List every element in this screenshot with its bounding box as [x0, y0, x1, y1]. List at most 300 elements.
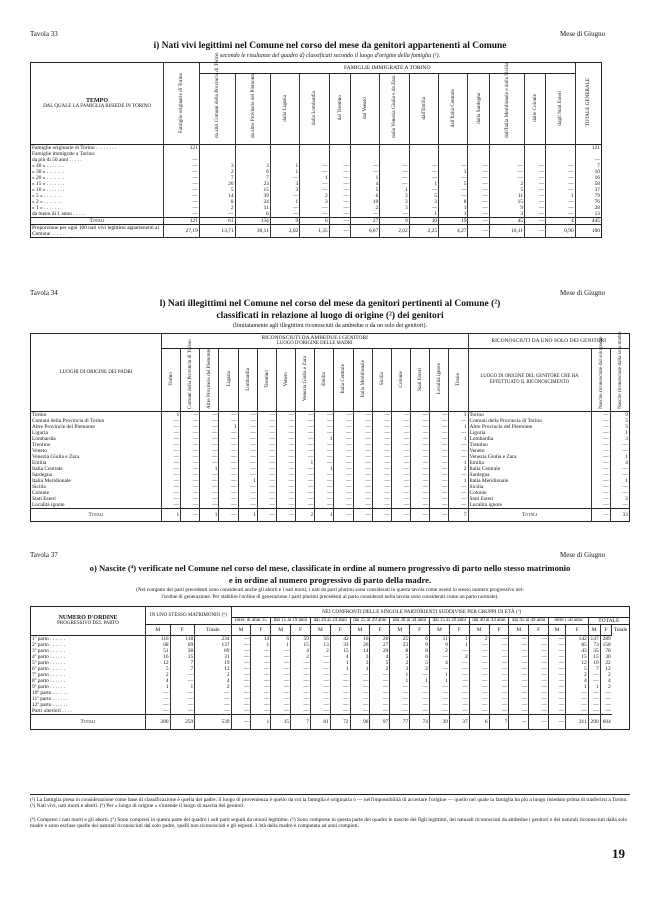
cell: 6: [235, 169, 270, 175]
cell: —: [449, 418, 468, 424]
cell: —: [546, 169, 575, 175]
cell: 3: [300, 199, 329, 205]
cell: —: [353, 466, 372, 472]
cell: 1: [350, 175, 379, 181]
cell: —: [257, 502, 276, 509]
cell: —: [330, 672, 350, 678]
cell: 2: [195, 672, 231, 678]
col-head: Torino: [168, 372, 175, 386]
cell: —: [231, 690, 251, 696]
sub-header: M: [231, 625, 251, 636]
cell: —: [372, 460, 391, 466]
cell: —: [430, 696, 450, 702]
cell: —: [372, 430, 391, 436]
cell: —: [238, 472, 257, 478]
cell: —: [489, 702, 509, 708]
cell: 118: [170, 636, 195, 643]
cell: —: [329, 175, 350, 181]
cell: —: [162, 460, 181, 466]
footnote-2: (⁴) Compresi i nati morti e gli aborti. (⁵) Sono compresi in questa parte del quadro i soli parti seguiti da unioni legittime. (⁶) Sono comprese in questa parte del quadro le nascite dei figli legittimi, dei naturali riconosciuti da ambedue i genitori e dei naturali riconosciuti dalla sola madre e sono escluse quelle dei naturali riconosciuti dal solo padre, quelli non riconosciuti e gli esposti. L'età della madre è computata ad anni compiuti.: [30, 817, 627, 830]
cell: —: [489, 163, 524, 169]
cell: —: [489, 684, 509, 690]
cell: 2: [296, 509, 315, 522]
cell: 7: [588, 666, 600, 672]
cell: —: [296, 424, 315, 430]
cell: —: [509, 648, 529, 654]
cell: —: [334, 412, 353, 419]
cell: —: [238, 496, 257, 502]
tavola-37-title-1: o) Nascite (⁴) verificate nel Comune nel corso del mese, classificate in ordine al numero progressivo di parto nello stesso matrimonio: [89, 563, 571, 573]
cell: —: [200, 430, 219, 436]
cell: —: [591, 424, 610, 430]
cell: —: [430, 424, 449, 430]
col-head: Italia Meridionale: [359, 360, 366, 398]
cell: —: [549, 696, 566, 702]
cell: —: [430, 654, 450, 660]
cell: 1: [439, 211, 468, 218]
cell: —: [162, 484, 181, 490]
cell: —: [525, 218, 546, 225]
cell: —: [489, 690, 509, 696]
cell: —: [525, 225, 546, 238]
cell: —: [391, 496, 410, 502]
cell: —: [430, 430, 449, 436]
cell: —: [334, 424, 353, 430]
cell: —: [430, 684, 450, 690]
cell: —: [329, 205, 350, 211]
col-head: dal Veneto: [362, 97, 369, 119]
row-label: 10º parto . . . . . .: [32, 690, 68, 696]
table-row: [31, 715, 630, 730]
cell: —: [411, 448, 430, 454]
cell: —: [315, 496, 334, 502]
cell: —: [164, 205, 200, 211]
col-head: dagli Stati Esteri: [557, 90, 564, 126]
cell: 2: [195, 684, 231, 690]
cell: 1: [449, 636, 469, 643]
cell: —: [575, 157, 601, 163]
tavola-37-month: Mese di Giugno: [560, 551, 606, 559]
row-label: 11º parto . . . . . .: [32, 696, 68, 702]
cell: 12: [566, 660, 589, 666]
cell: —: [276, 442, 295, 448]
cell: —: [162, 502, 181, 509]
tavola-33-title: i) Nati vivi legittimi nel Comune nel corso del mese da genitori appartenenti al Comune: [153, 41, 507, 51]
cell: —: [276, 424, 295, 430]
cell: —: [219, 478, 238, 484]
row-label: Venezia Giulia e Zara: [468, 454, 591, 460]
cell: 1: [409, 211, 438, 218]
cell: —: [468, 218, 489, 225]
cell: 1: [430, 678, 450, 684]
cell: —: [219, 418, 238, 424]
cell: —: [380, 181, 409, 187]
cell: —: [409, 175, 438, 181]
cell: —: [200, 472, 219, 478]
cell: —: [181, 509, 200, 522]
cell: 5: [370, 660, 390, 666]
cell: —: [391, 472, 410, 478]
cell: 19: [195, 660, 231, 666]
cell: —: [372, 502, 391, 509]
cell: 1: [439, 169, 468, 175]
cell: —: [181, 472, 200, 478]
cell: —: [549, 702, 566, 708]
cell: —: [334, 448, 353, 454]
cell: 56: [310, 636, 330, 643]
cell: —: [146, 708, 171, 715]
cell: —: [238, 430, 257, 436]
cell: —: [300, 205, 329, 211]
cell: 1: [271, 642, 291, 648]
cell: —: [291, 660, 311, 666]
cell: 7: [170, 666, 195, 672]
cell: —: [200, 496, 219, 502]
cell: —: [238, 436, 257, 442]
cell: —: [566, 696, 589, 702]
cell: 3: [270, 181, 299, 187]
cell: 1: [315, 436, 334, 442]
cell: —: [334, 454, 353, 460]
row-label: Famiglie originarie di Torino . . . . . . . .: [31, 145, 164, 152]
cell: 3: [380, 193, 409, 199]
cell: 121: [164, 145, 200, 152]
cell: —: [257, 442, 276, 448]
cell: —: [181, 448, 200, 454]
cell: —: [219, 436, 238, 442]
cell: 121: [164, 218, 200, 225]
cell: —: [257, 454, 276, 460]
cell: —: [411, 509, 430, 522]
cell: —: [391, 430, 410, 436]
cell: —: [219, 502, 238, 509]
cell: —: [591, 436, 610, 442]
cell: —: [195, 696, 231, 702]
cell: —: [146, 690, 171, 696]
cell: 1: [588, 684, 600, 690]
cell: 3: [350, 654, 370, 660]
cell: —: [146, 702, 171, 708]
row-label: 4º parto . . . . . .: [32, 654, 65, 660]
cell: —: [591, 430, 610, 436]
cell: 2: [310, 648, 330, 654]
cell: 1: [380, 187, 409, 193]
cell: 6: [271, 636, 291, 643]
cell: —: [315, 418, 334, 424]
cell: —: [330, 708, 350, 715]
cell: 5: [409, 193, 438, 199]
row-label: da meno di 1 anno . . . . .: [32, 211, 86, 217]
cell: —: [276, 490, 295, 496]
row-label: Proporzione per ogni 100 nati vivi legittimi appartenenti al Comune . . . . . .: [31, 225, 164, 238]
cell: —: [296, 478, 315, 484]
cell: —: [291, 696, 311, 702]
cell: —: [195, 690, 231, 696]
row-label: Italia Meridionale: [468, 478, 591, 484]
col-head: Liguria: [225, 371, 232, 387]
cell: —: [372, 466, 391, 472]
cell: 3: [610, 496, 629, 502]
col-head: Emilia: [321, 372, 328, 386]
cell: —: [271, 666, 291, 672]
cell: —: [370, 696, 390, 702]
col-head: da altri Comuni della Provincia di Torino: [214, 52, 221, 138]
header-matrimonio: IN UNO STESSO MATRIMONIO (⁵): [146, 607, 232, 625]
cell: —: [238, 448, 257, 454]
cell: —: [181, 490, 200, 496]
cell: —: [449, 678, 469, 684]
sub-header: F: [170, 625, 195, 636]
cell: —: [271, 702, 291, 708]
cell: —: [181, 478, 200, 484]
cell: —: [489, 672, 509, 678]
cell: —: [549, 648, 566, 654]
cell: —: [162, 496, 181, 502]
cell: —: [162, 466, 181, 472]
cell: —: [219, 509, 238, 522]
row-label: Località ignote: [468, 502, 591, 509]
cell: —: [200, 424, 219, 430]
cell: —: [489, 660, 509, 666]
cell: 7: [199, 175, 235, 181]
cell: 4: [600, 678, 612, 684]
cell: —: [257, 484, 276, 490]
cell: —: [164, 211, 200, 218]
cell: 1: [162, 412, 181, 419]
cell: —: [549, 708, 566, 715]
cell: —: [449, 690, 469, 696]
cell: —: [449, 448, 468, 454]
cell: —: [591, 418, 610, 424]
cell: —: [469, 660, 489, 666]
cell: 37: [575, 187, 601, 193]
cell: —: [296, 436, 315, 442]
cell: —: [315, 430, 334, 436]
cell: 35: [588, 648, 600, 654]
cell: —: [219, 484, 238, 490]
cell: —: [257, 448, 276, 454]
cell: 1: [449, 436, 468, 442]
cell: 10: [588, 660, 600, 666]
cell: —: [315, 472, 334, 478]
row-label: Comuni della Provincia di Torino: [468, 418, 591, 424]
cell: 16: [350, 636, 370, 643]
cell: —: [181, 502, 200, 509]
cell: —: [353, 460, 372, 466]
cell: 74: [410, 715, 430, 730]
cell: —: [430, 666, 450, 672]
cell: 97: [370, 715, 390, 730]
cell: —: [310, 690, 330, 696]
cell: 445: [575, 218, 601, 225]
cell: —: [372, 478, 391, 484]
cell: —: [181, 436, 200, 442]
cell: 1: [610, 454, 629, 460]
cell: —: [350, 211, 379, 218]
cell: 280: [146, 715, 171, 730]
cell: —: [200, 490, 219, 496]
age-group-header: oltre i 50 anni: [549, 618, 589, 625]
cell: —: [181, 454, 200, 460]
row-label: Altre Provincie del Piemonte: [468, 424, 591, 430]
cell: 30: [600, 654, 612, 660]
cell: —: [489, 678, 509, 684]
sub-header: F: [489, 625, 509, 636]
cell: 1: [270, 169, 299, 175]
row-label: Lombardia: [468, 436, 591, 442]
table-row: [31, 218, 602, 225]
cell: —: [219, 442, 238, 448]
cell: 68: [146, 642, 171, 648]
cell: —: [334, 496, 353, 502]
cell: —: [251, 678, 271, 684]
row-label: Italia Meridionale: [32, 478, 71, 484]
cell: —: [353, 472, 372, 478]
cell: —: [509, 702, 529, 708]
cell: —: [489, 708, 509, 715]
cell: —: [529, 666, 549, 672]
cell: 15: [588, 654, 600, 660]
cell: —: [170, 678, 195, 684]
cell: 42: [330, 636, 350, 643]
cell: —: [310, 702, 330, 708]
cell: —: [334, 436, 353, 442]
tavola-34-title-1: l) Nati illegittimi nel Comune nel corso del mese da genitori pertinenti al Comune (²): [159, 299, 501, 309]
cell: —: [296, 496, 315, 502]
cell: —: [296, 484, 315, 490]
cell: 9: [270, 218, 299, 225]
cell: 45: [489, 218, 524, 225]
cell: —: [329, 193, 350, 199]
cell: —: [353, 502, 372, 509]
cell: —: [439, 187, 468, 193]
cell: —: [469, 696, 489, 702]
cell: —: [469, 678, 489, 684]
row-label: 6º parto . . . . . .: [32, 666, 65, 672]
cell: —: [238, 418, 257, 424]
cell: 3: [390, 666, 410, 672]
cell: —: [170, 702, 195, 708]
cell: —: [219, 412, 238, 419]
cell: 1: [409, 181, 438, 187]
cell: —: [591, 472, 610, 478]
cell: —: [257, 436, 276, 442]
cell: —: [231, 696, 251, 702]
sub-header: Totale: [612, 625, 630, 636]
row-label: Totali: [31, 218, 164, 225]
cell: —: [200, 436, 219, 442]
row-label: Totali: [31, 715, 146, 730]
row-label: Località ignote: [32, 502, 65, 508]
cell: —: [251, 648, 271, 654]
cell: —: [549, 684, 566, 690]
cell: —: [509, 654, 529, 660]
col-head: dalla Lombardia: [311, 90, 318, 126]
cell: —: [411, 454, 430, 460]
cell: —: [430, 418, 449, 424]
cell: —: [380, 163, 409, 169]
cell: 6,07: [350, 225, 379, 238]
cell: 9: [380, 218, 409, 225]
cell: —: [391, 454, 410, 460]
cell: 1: [439, 205, 468, 211]
cell: —: [591, 460, 610, 466]
cell: 58: [575, 181, 601, 187]
cell: —: [315, 478, 334, 484]
cell: —: [430, 466, 449, 472]
cell: —: [610, 466, 629, 472]
cell: 16: [146, 654, 171, 660]
cell: —: [353, 448, 372, 454]
cell: —: [329, 211, 350, 218]
cell: 3: [235, 163, 270, 169]
header-immigrate: FAMIGLIE IMMIGRATE A TORINO: [199, 63, 575, 74]
cell: —: [219, 472, 238, 478]
cell: —: [162, 436, 181, 442]
cell: —: [430, 690, 450, 696]
cell: —: [430, 708, 450, 715]
cell: —: [276, 448, 295, 454]
cell: —: [439, 193, 468, 199]
cell: —: [372, 490, 391, 496]
cell: 5: [350, 187, 379, 193]
row-label: Liguria: [468, 430, 591, 436]
cell: —: [170, 672, 195, 678]
sub-header: M: [271, 625, 291, 636]
cell: 1: [170, 684, 195, 690]
cell: —: [372, 412, 391, 419]
col-head: Altre Provincie del Piemonte: [206, 348, 213, 409]
cell: —: [231, 672, 251, 678]
cell: —: [276, 472, 295, 478]
cell: —: [525, 193, 546, 199]
col-head: Famiglie originarie di Torino: [178, 72, 185, 133]
cell: —: [162, 430, 181, 436]
cell: —: [251, 672, 271, 678]
tavola-37-note-1: (Nel computo dei parti precedenti sono considerati anche gli aborti e i nati morti; i nati da parti plurimi sono considerati in questa tavola come aventi lo stesso numero progressivo nel-: [135, 587, 525, 593]
cell: —: [391, 509, 410, 522]
cell: 1: [200, 466, 219, 472]
cell: 4: [291, 648, 311, 654]
cell: —: [162, 448, 181, 454]
cell: —: [257, 424, 276, 430]
cell: —: [529, 690, 549, 696]
cell: 5: [566, 666, 589, 672]
cell: —: [449, 502, 468, 509]
cell: 14: [251, 636, 271, 643]
cell: —: [430, 702, 450, 708]
cell: —: [525, 169, 546, 175]
cell: —: [300, 181, 329, 187]
cell: —: [353, 424, 372, 430]
cell: —: [370, 702, 390, 708]
col-head: Località ignote: [436, 363, 443, 395]
cell: 4: [566, 678, 589, 684]
cell: —: [411, 490, 430, 496]
cell: —: [509, 672, 529, 678]
cell: —: [372, 448, 391, 454]
cell: —: [271, 696, 291, 702]
cell: —: [219, 454, 238, 460]
cell: —: [600, 702, 612, 708]
cell: —: [591, 509, 610, 522]
sub-header: F: [251, 625, 271, 636]
cell: —: [251, 702, 271, 708]
row-label: Totali: [468, 509, 591, 522]
cell: —: [238, 484, 257, 490]
cell: 6: [300, 218, 329, 225]
col-head: Colonie: [397, 370, 404, 388]
